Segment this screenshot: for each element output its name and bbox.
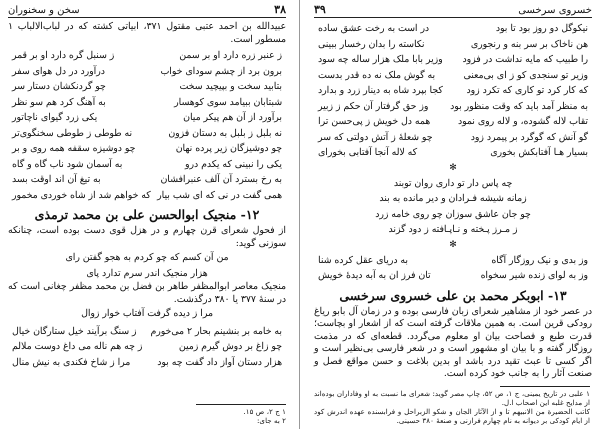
hemistich: چو جان عاشق سوزان چو روی خامه زرد	[375, 208, 531, 220]
poem-block	[8, 48, 286, 203]
hemistich: گو آنش که گوگرد بر پیمرد زود	[470, 131, 588, 143]
page-number: ۳۹	[314, 3, 326, 16]
hemistich: درآورد در دل هوای سفر	[12, 65, 105, 77]
hemistich: ز مـرز پـخته و نـاپـافته ز دود گزند	[388, 224, 518, 235]
couplet	[314, 130, 592, 146]
couplet	[314, 253, 592, 269]
hemistich: به تیغ آن اند اوقت بسد	[12, 174, 101, 185]
couplet	[314, 68, 592, 84]
hemistich: بتابید سخت و بپیچید سخت	[179, 81, 282, 92]
verse-line	[314, 191, 592, 207]
hemistich: همی گفت در نی که ای شب بیار	[157, 189, 282, 201]
hemistich: به خامه بر بنشینم بحار ۲ می‌خورم	[150, 325, 282, 337]
hemistich: بسیار هـا آفتابکش بخوری	[490, 147, 588, 158]
couplet	[8, 157, 286, 173]
couplet	[8, 79, 286, 95]
section-divider-star: ✻	[449, 162, 457, 173]
intro-paragraph: عبیدالله بن احمد عتبی مقتول ۳۷۱، ابیاتی کشته که در لباب‌الالباب ۱ مسطور است.	[8, 21, 286, 45]
hemistich: چو دوشیزه سقفه همه روی و بر	[12, 143, 136, 154]
hemistich: به گوش ملک نه ده قدر بدست	[318, 69, 436, 81]
hemistich: برآورد از آن هم پیکر میان	[183, 112, 282, 123]
verse-line	[314, 176, 592, 192]
couplet	[314, 37, 592, 53]
couplet	[314, 114, 592, 130]
hemistich: چو شعلهٔ ز آتش دولتی که سر	[318, 131, 433, 143]
hemistich: ز سنبل گره دارد او بر قمر	[12, 50, 115, 61]
section-paragraph: منجیک معاصر ابوالمظفر طاهر بن فضل بن محمد مظفر چغانی است که در سنهٔ ۳۷۷ یا ۳۸۰ درگذشت.	[8, 281, 286, 305]
footnote: ۱ علبی در تاریخ یمینی، ج ۱، ص ۵۲، چاپ مصر گوید: شعرای ما نسبت به او وفاداران بوده‌اند از مدایح غلبه این اصحاب ا.ل.	[314, 389, 591, 407]
couplet	[8, 126, 286, 142]
couplet	[314, 21, 592, 37]
quote-line	[8, 250, 286, 266]
hemistich: مرا ز شاخ فکندی به نیش منال	[12, 356, 131, 368]
hemistich: زمانه شیشه فـرادان و دیر مانده به بند	[379, 193, 527, 204]
hemistich: ز چه هم ناله می داغ دوست ملالم	[12, 341, 143, 352]
footnotes	[304, 386, 600, 425]
hemistich: تقاب لاله گشوده، و لاله روی نمود	[457, 116, 588, 127]
hemistich: کجا بپرد شاه به دینار زرد و بدارد	[318, 85, 443, 96]
couplet	[8, 48, 286, 64]
poem-block	[8, 324, 286, 371]
hemistich: همه دل خویش ز پی‌حسن ترا	[318, 116, 431, 127]
hemistich: وز حق گرفتار آن حکم ز زبیر	[318, 100, 429, 112]
hemistich: نیکوگل دو روز بود تا بود	[495, 23, 588, 34]
hemistich: تان فرز ان به آبه دیدهٔ خویش	[318, 270, 431, 281]
page-number: ۳۸	[274, 3, 286, 16]
couplet	[8, 188, 286, 204]
hemistich: ز عنبر زره دارد او بر سمن	[179, 50, 282, 61]
hemistich: شبتابان ببیامد سوی کوهسار	[174, 96, 282, 108]
hemistich: هزار منجیک اندر سرم تدارد پای	[86, 267, 208, 279]
couplet	[8, 339, 286, 355]
couplet	[314, 99, 592, 115]
hemistich: چه پاس دار تو داری روان توبند	[393, 177, 513, 189]
right-page	[304, 0, 600, 429]
footnote: ۱ ج ۲، ص ۱۵.	[243, 407, 286, 416]
hemistich: که خواهم شد از شاه خوردی مخمور	[12, 189, 151, 201]
hemistich: ز سنگ برآیند خیل ستارگان خیال	[12, 325, 137, 337]
hemistich: که لاله آنجا آفتابی بخورای	[318, 147, 418, 158]
couplet	[8, 64, 286, 80]
footnote-rule	[500, 386, 590, 387]
left-page-header	[8, 3, 286, 18]
hemistich: نه بلبل ز بلبل به دستان فزون	[168, 127, 282, 139]
hemistich: که کار کرد تو کاری که تکرد زود	[466, 85, 588, 96]
couplet	[314, 268, 592, 284]
running-title: سخن و سخنوران	[8, 5, 80, 16]
couplet	[8, 110, 286, 126]
hemistich: برون برد از چشم سودای خواب	[160, 65, 282, 77]
right-page-header	[314, 3, 592, 18]
section-heading: ۱۳- ابوبکر محمد بن علی خسروی سرخسی	[339, 287, 567, 303]
hemistich: مرا ز دیده گرفت آفتاب خوار زوال	[81, 308, 213, 319]
hemistich: نکاسته را بدان رخسار ببینی	[318, 38, 425, 50]
couplet	[314, 83, 592, 99]
footnote: کاتب الحضیرة من الانبیهم تا و از الآثار الجان و شکو الزبراحل و فرابسنده عهده اندرش کود از ایام کودکی بر دیوانه به نام چهارم فرازنی و صنعۀ ۳۸۰ حسینی.	[314, 407, 590, 425]
section-divider-star: ✻	[449, 239, 457, 250]
hemistich: به آسمان شود ناب گاه و گاه	[12, 158, 123, 170]
poem-block	[314, 21, 592, 161]
hemistich: چو دوشیزگان زیر پرده نهان	[175, 143, 282, 154]
couplet	[8, 141, 286, 157]
quatrain-block	[314, 176, 592, 238]
couplet	[8, 95, 286, 111]
hemistich: وز به لوای زنده شیر سخواه	[480, 270, 588, 281]
poem-block	[314, 253, 592, 284]
footnote: ۲ به جای:	[257, 416, 286, 425]
couplet	[8, 172, 286, 188]
hemistich: یکی زرد گیوای ناچاتور	[12, 112, 98, 123]
couplet	[8, 355, 286, 371]
left-page	[0, 0, 296, 429]
section-paragraph: از فحول شعرای قرن چهارم و در هزل قوی دست بوده است، چنانکه سوزنی گوید:	[8, 225, 286, 249]
hemistich: را طبیب که مایه نداشت در فزود	[462, 54, 588, 65]
hemistich: چو گردنکشان دستار سر	[12, 81, 106, 92]
hemistich: به رخ بسترد آن آلف عنبرافشان	[160, 174, 282, 185]
hemistich: به منظر آمد باید که وقت منظور بود	[450, 100, 588, 112]
hemistich: نه طوطی ز طوطی سخنگوی‌تر	[12, 127, 133, 139]
page-gutter	[299, 0, 300, 429]
hemistich: در است به رخت عشق ساده	[318, 23, 430, 34]
verse-line	[314, 222, 592, 238]
section-heading: ۱۲- منجیک ابوالحسن علی بن محمد ترمذی	[34, 207, 260, 222]
couplet	[314, 52, 592, 68]
hemistich: چو زاغ بر دوش گیرم زمین	[178, 341, 282, 352]
running-title: خسروی سرخسی	[518, 5, 592, 16]
section-paragraph: در عصر خود از مشاهیر شعرای زبان فارسی بوده و در زمان آل بابو ریاغ رودکی قرین است. به همین ملاقات گرفته است که از اشعار او بچاست؛ قدرت طبع و فصاحت بیان او معلوم می‌گردد. قطعه‌ای که در مذمت روزگار گفته و با بیان او مشهور است و در شعر فارسی بی‌نظیر است و اگر کسی تا عبث تقید درد باشد او بدین بلاغت و حسن مواقع فصل و صنعت آثار را به جانب خود کرده است.	[314, 305, 592, 379]
quote-line	[8, 306, 286, 322]
hemistich: وز بدی و نیک روزگار آگاه	[491, 254, 588, 266]
hemistich: هن ناخاک بر سر بنه و رنجوری	[470, 38, 588, 50]
couplet	[8, 324, 286, 340]
verse-line	[314, 207, 592, 223]
hemistich: وزیر تو سنجدی کو ز ای بی‌معنی	[463, 69, 588, 81]
hemistich: من آن کسم که چو کردم به هجو گفتن رای	[65, 252, 229, 263]
hemistich: وزیر بابا ملک هزار ساله چه سود	[318, 54, 443, 65]
hemistich: به دریای عقل کرده شنا	[318, 254, 409, 266]
hemistich: یکی را نبینی که یکدم درو	[185, 158, 282, 170]
hemistich: به آهنگ کرد هم سو نظر	[12, 96, 106, 108]
hemistich: هزار دستان آواز داد گفت چه بود	[157, 356, 282, 368]
footnote-rule	[196, 404, 286, 405]
quote-line	[8, 266, 286, 282]
footnotes	[0, 404, 296, 425]
couplet	[314, 145, 592, 161]
